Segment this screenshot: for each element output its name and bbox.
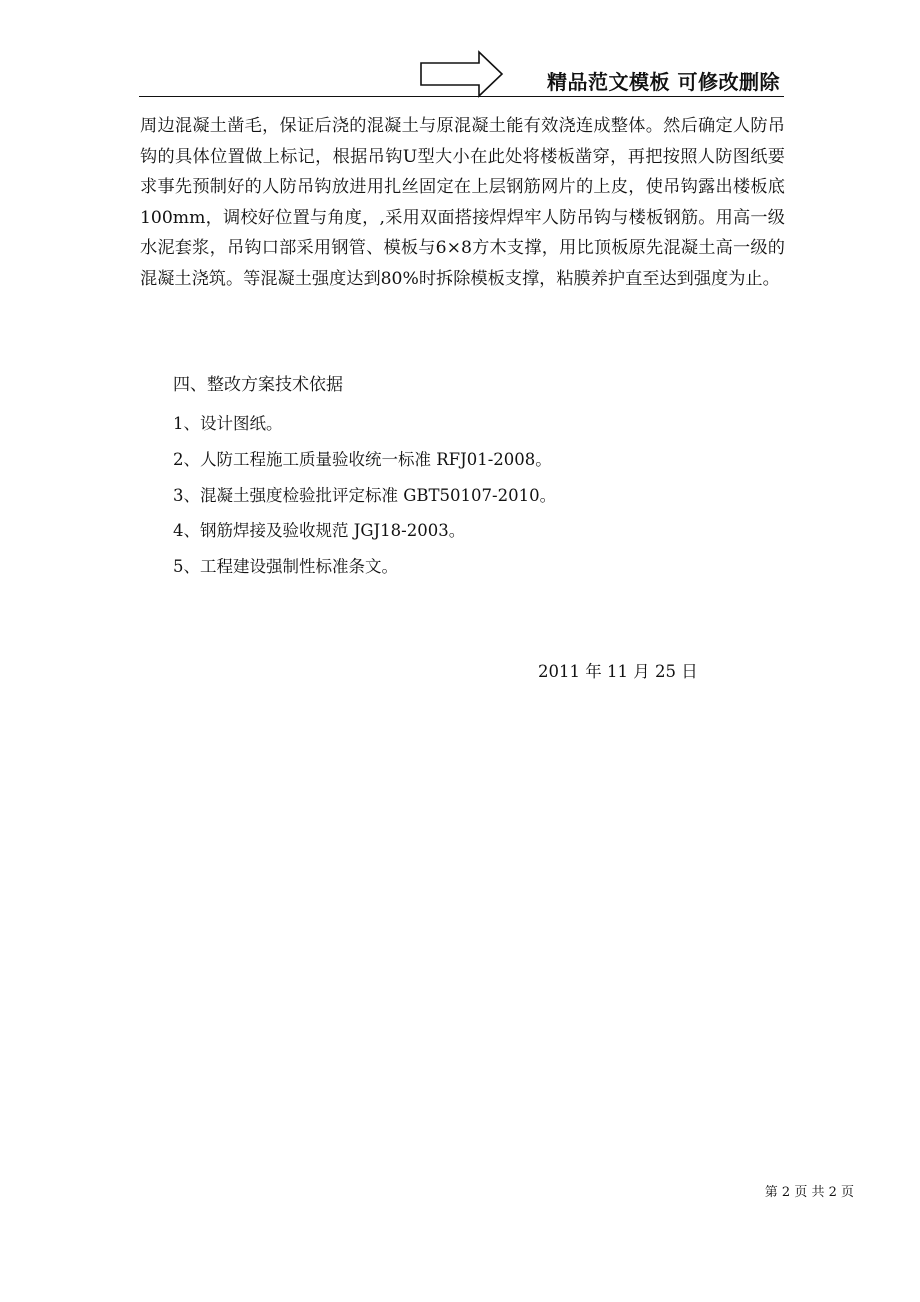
header-divider <box>139 96 784 97</box>
basis-list <box>173 406 556 585</box>
list-item: 5、工程建设强制性标准条文。 <box>173 557 398 577</box>
section-heading: 四、整改方案技术依据 <box>173 375 343 395</box>
list-item: 1、设计图纸。 <box>173 414 283 433</box>
body-paragraph: 周边混凝土凿毛，保证后浇的混凝土与原混凝土能有效浇连成整体。然后确定人防吊钩的具体位置做上标记，根据吊钩U型大小在此处将楼板凿穿，再把按照人防图纸要求事先预制好的人防吊钩放进用扎丝固定在上层钢筋网片的上皮，使吊钩露出楼板底100mm，调校好位置与角度，,采用双面搭接焊焊牢人防吊钩与楼板钢筋。用高一级水泥套浆，吊钩口部采用钢管、模板与6×8方木支撑，用比顶板原先混凝土高一级的混凝土浇筑。等混凝土强度达到80%时拆除模板支撑，粘膜养护直至达到强度为止。 <box>140 116 785 289</box>
body-content <box>140 111 785 294</box>
page-header <box>139 50 784 98</box>
page-number: 第 2 页 共 2 页 <box>764 1185 854 1200</box>
list-item: 3、混凝土强度检验批评定标准 GBT50107-2010。 <box>173 485 557 505</box>
list-item: 4、钢筋焊接及验收规范 JGJ18-2003。 <box>173 521 466 541</box>
right-arrow-icon <box>419 50 505 98</box>
list-item: 2、人防工程施工质量验收统一标准 RFJ01-2008。 <box>173 449 552 469</box>
document-date: 2011 年 11 月 25 日 <box>538 662 698 681</box>
header-title: 精品范文模板 可修改删除 <box>547 70 780 94</box>
